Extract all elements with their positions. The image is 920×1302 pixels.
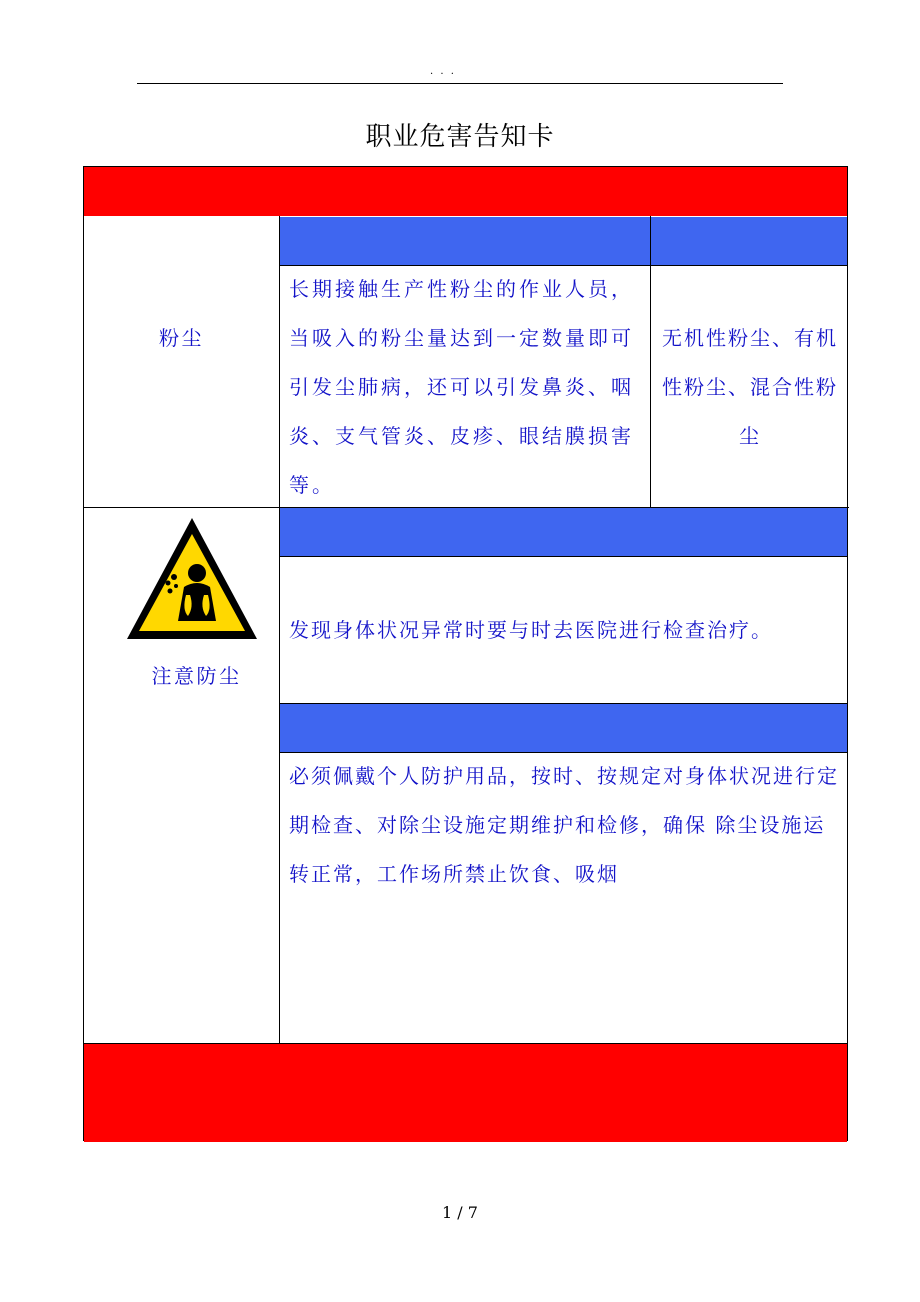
dust-warning-icon (124, 515, 260, 643)
page-number: 1 / 7 (442, 1203, 478, 1222)
health-effects-header-bar (280, 217, 650, 265)
bottom-red-banner (84, 1043, 847, 1142)
header-rule (137, 83, 783, 84)
header-dots: . . . (430, 66, 456, 77)
precautions-text: 必须佩戴个人防护用品，按时、按规定对身体状况进行定期检查、对除尘设施定期维护和检修，确保 除尘设施运转正常，工作场所禁止饮食、吸烟 (289, 764, 839, 886)
emergency-treatment-text: 发现身体状况异常时要与时去医院进行检查治疗。 (289, 618, 773, 642)
left-column-divider (279, 216, 280, 1043)
hazard-notice-card (83, 166, 848, 1141)
emergency-treatment-header-bar (280, 508, 847, 556)
health-effects-text: 长期接触生产性粉尘的作业人员，当吸入的粉尘量达到一定数量即可引发尘肺病，还可以引发鼻炎、咽炎、支气管炎、皮疹、眼结膜损害等。 (289, 277, 634, 497)
top-red-banner (84, 167, 847, 216)
warning-sign-label: 注意防尘 (151, 664, 242, 688)
precautions-header-bar (280, 704, 847, 752)
properties-header-bar (651, 217, 847, 265)
page-title: 职业危害告知卡 (365, 122, 555, 152)
hazard-properties-text: 无机性粉尘、有机性粉尘、混合性粉尘 (662, 326, 838, 448)
hazard-name: 粉尘 (159, 326, 204, 350)
emergency-header-divider (280, 556, 847, 557)
